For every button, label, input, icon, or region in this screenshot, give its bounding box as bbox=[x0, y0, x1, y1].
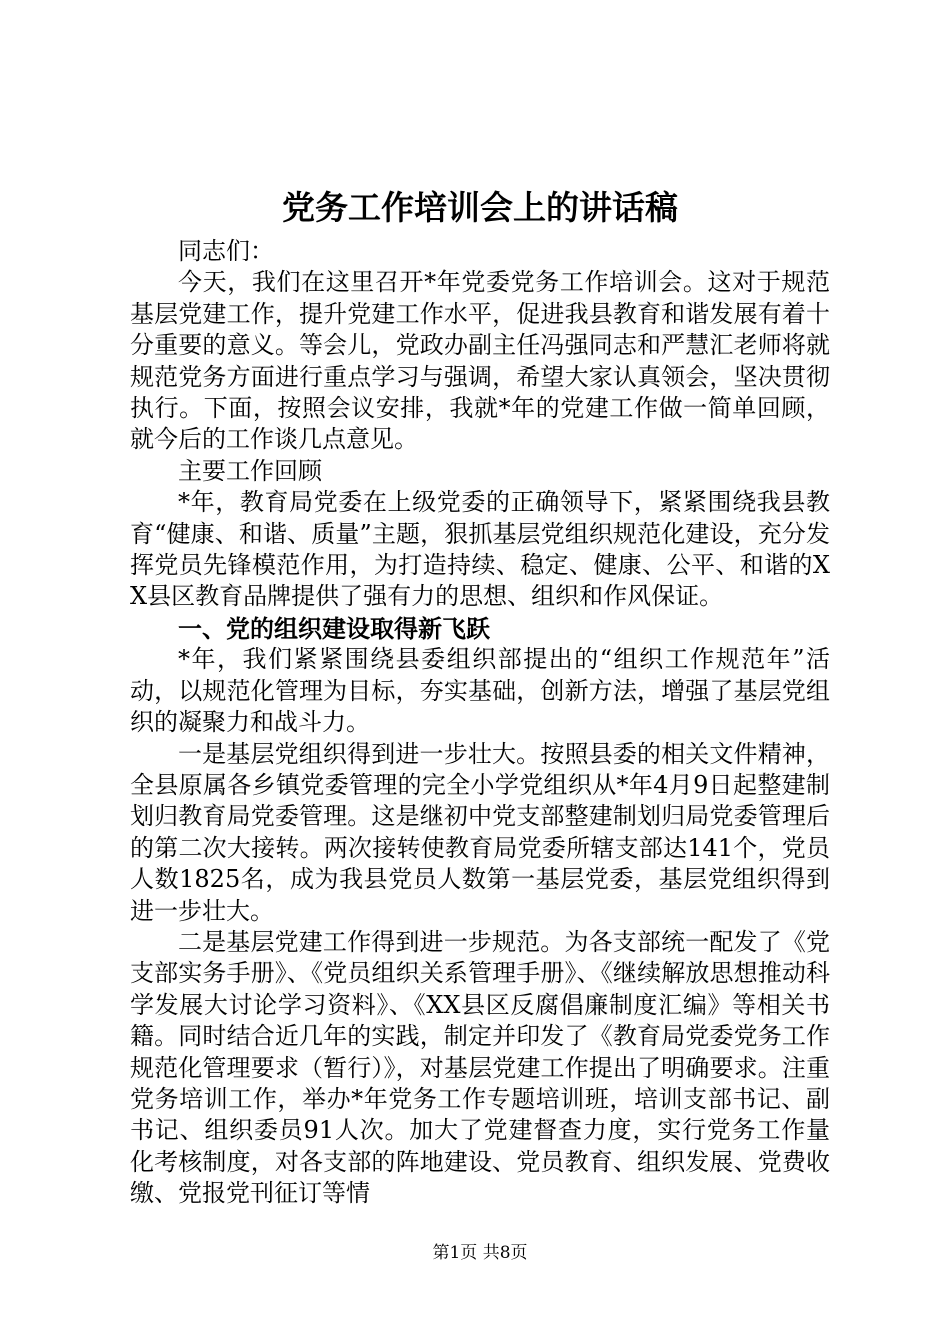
paragraph-point-1: 一是基层党组织得到进一步壮大。按照县委的相关文件精神，全县原属各乡镇党委管理的完全小学党组织从*年4月9日起整建制划归教育局党委管理。这是继初中党支部整建制划归局党委管理后的第二次大接转。两次接转使教育局党委所辖支部达141个，党员人数1825名，成为我县党员人数第一基层党委，基层党组织得到进一步壮大。 bbox=[130, 739, 830, 925]
page-footer: 第1页 共8页 bbox=[432, 1243, 528, 1263]
document-body bbox=[130, 236, 830, 1210]
section-heading-1: 一、党的组织建设取得新飞跃 bbox=[178, 613, 490, 643]
document-title: 党务工作培训会上的讲话稿 bbox=[282, 188, 678, 227]
paragraph-section1-intro: *年，我们紧紧围绕县委组织部提出的“组织工作规范年”活动，以规范化管理为目标，夯实基础，创新方法，增强了基层党组织的凝聚力和战斗力。 bbox=[130, 645, 830, 737]
salutation: 同志们： bbox=[178, 237, 274, 265]
document-page bbox=[130, 0, 830, 1344]
paragraph-opening: 今天，我们在这里召开*年党委党务工作培训会。这对于规范基层党建工作，提升党建工作水平，促进我县教育和谐发展有着十分重要的意义。等会儿，党政办副主任冯强同志和严慧汇老师将就规范党务方面进行重点学习与强调，希望大家认真领会，坚决贯彻执行。下面，按照会议安排，我就*年的党建工作做一简单回顾，就今后的工作谈几点意见。 bbox=[130, 268, 830, 454]
section-label-review: 主要工作回顾 bbox=[178, 456, 322, 485]
paragraph-point-2: 二是基层党建工作得到进一步规范。为各支部统一配发了《党支部实务手册》、《党员组织关系管理手册》、《继续解放思想推动科学发展大讨论学习资料》、《XX县区反腐倡廉制度汇编》等相关书籍。同时结合近几年的实践，制定并印发了《教育局党委党务工作规范化管理要求（暂行）》，对基层党建工作提出了明确要求。注重党务培训工作，举办*年党务工作专题培训班，培训支部书记、副书记、组织委员91人次。加大了党建督查力度，实行党务工作量化考核制度，对各支部的阵地建设、党员教育、组织发展、党费收缴、党报党刊征订等情 bbox=[130, 927, 830, 1208]
paragraph-review-summary: *年，教育局党委在上级党委的正确领导下，紧紧围绕我县教育“健康、和谐、质量”主题，狠抓基层党组织规范化建设，充分发挥党员先锋模范作用，为打造持续、稳定、健康、公平、和谐的XX县区教育品牌提供了强有力的思想、组织和作风保证。 bbox=[130, 488, 830, 611]
